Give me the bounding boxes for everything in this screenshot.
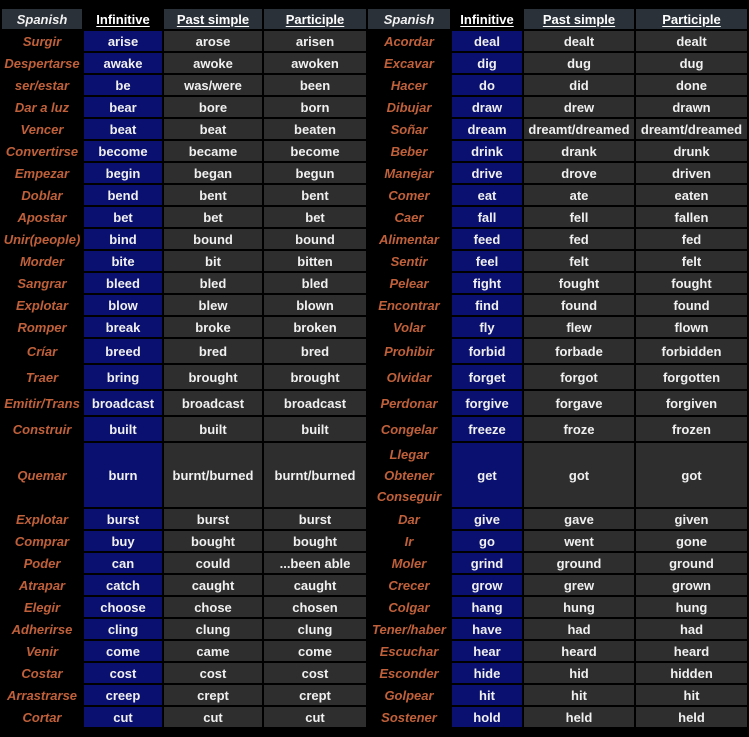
table-row	[2, 641, 747, 661]
past-simple-cell: awoke	[164, 53, 262, 73]
participle-cell: bred	[264, 339, 366, 363]
infinitive-cell: breed	[84, 339, 162, 363]
past-simple-cell: cost	[164, 663, 262, 683]
header-spanish: Spanish	[368, 9, 450, 29]
past-simple-cell: bent	[164, 185, 262, 205]
participle-cell: bet	[264, 207, 366, 227]
infinitive-cell: hold	[452, 707, 522, 727]
infinitive-cell: bring	[84, 365, 162, 389]
spanish-cell: Caer	[368, 207, 450, 227]
spanish-cell: Comer	[368, 185, 450, 205]
participle-cell: gone	[636, 531, 747, 551]
spanish-cell: Congelar	[368, 417, 450, 441]
spanish-cell: Excavar	[368, 53, 450, 73]
participle-cell: bought	[264, 531, 366, 551]
infinitive-cell: creep	[84, 685, 162, 705]
past-simple-cell: arose	[164, 31, 262, 51]
past-simple-cell: bred	[164, 339, 262, 363]
spanish-cell: Sangrar	[2, 273, 82, 293]
past-simple-cell: found	[524, 295, 634, 315]
spanish-cell: ser/estar	[2, 75, 82, 95]
infinitive-cell: bite	[84, 251, 162, 271]
participle-cell: arisen	[264, 31, 366, 51]
spanish-cell: Venir	[2, 641, 82, 661]
past-simple-cell: did	[524, 75, 634, 95]
participle-cell: bitten	[264, 251, 366, 271]
table-row	[2, 141, 747, 161]
infinitive-cell: beat	[84, 119, 162, 139]
table-row	[2, 619, 747, 639]
infinitive-cell: drink	[452, 141, 522, 161]
spanish-cell: Atrapar	[2, 575, 82, 595]
infinitive-cell: hide	[452, 663, 522, 683]
table-row	[2, 531, 747, 551]
table-row	[2, 75, 747, 95]
past-simple-cell: cut	[164, 707, 262, 727]
participle-cell: built	[264, 417, 366, 441]
infinitive-cell: forgive	[452, 391, 522, 415]
spanish-cell: Arrastrarse	[2, 685, 82, 705]
infinitive-cell: dig	[452, 53, 522, 73]
infinitive-cell: hear	[452, 641, 522, 661]
spanish-cell: Críar	[2, 339, 82, 363]
infinitive-cell: choose	[84, 597, 162, 617]
table-row	[2, 97, 747, 117]
spanish-cell: Pelear	[368, 273, 450, 293]
spanish-cell: Colgar	[368, 597, 450, 617]
infinitive-cell: deal	[452, 31, 522, 51]
spanish-cell: Romper	[2, 317, 82, 337]
participle-cell: done	[636, 75, 747, 95]
participle-cell: hidden	[636, 663, 747, 683]
past-simple-cell: drove	[524, 163, 634, 183]
table-row	[2, 317, 747, 337]
participle-cell: broadcast	[264, 391, 366, 415]
infinitive-cell: forbid	[452, 339, 522, 363]
participle-cell: born	[264, 97, 366, 117]
participle-cell: heard	[636, 641, 747, 661]
participle-cell: dreamt/dreamed	[636, 119, 747, 139]
participle-cell: awoken	[264, 53, 366, 73]
past-simple-cell: caught	[164, 575, 262, 595]
spanish-cell: Explotar	[2, 295, 82, 315]
spanish-cell: Beber	[368, 141, 450, 161]
spanish-cell: Sostener	[368, 707, 450, 727]
header-spanish: Spanish	[2, 9, 82, 29]
table-row	[2, 295, 747, 315]
participle-cell: driven	[636, 163, 747, 183]
past-simple-cell: beat	[164, 119, 262, 139]
past-simple-cell: fell	[524, 207, 634, 227]
spanish-cell: Construir	[2, 417, 82, 441]
infinitive-cell: arise	[84, 31, 162, 51]
table-row	[2, 391, 747, 415]
spanish-cell: Costar	[2, 663, 82, 683]
past-simple-cell: bore	[164, 97, 262, 117]
spanish-cell: Alimentar	[368, 229, 450, 249]
header-participle: Participle	[264, 9, 366, 29]
infinitive-cell: break	[84, 317, 162, 337]
header-past-simple: Past simple	[164, 9, 262, 29]
participle-cell: given	[636, 509, 747, 529]
participle-cell: grown	[636, 575, 747, 595]
table-row	[2, 575, 747, 595]
spanish-cell: Doblar	[2, 185, 82, 205]
spanish-cell: Adherirse	[2, 619, 82, 639]
table-row	[2, 163, 747, 183]
infinitive-cell: bet	[84, 207, 162, 227]
participle-cell: become	[264, 141, 366, 161]
past-simple-cell: broke	[164, 317, 262, 337]
participle-cell: flown	[636, 317, 747, 337]
header-row	[2, 9, 747, 29]
header-infinitive: Infinitive	[452, 9, 522, 29]
infinitive-cell: burn	[84, 443, 162, 507]
infinitive-cell: fly	[452, 317, 522, 337]
infinitive-cell: grow	[452, 575, 522, 595]
participle-cell: bled	[264, 273, 366, 293]
infinitive-cell: eat	[452, 185, 522, 205]
infinitive-cell: get	[452, 443, 522, 507]
infinitive-cell: feel	[452, 251, 522, 271]
participle-cell: clung	[264, 619, 366, 639]
infinitive-cell: burst	[84, 509, 162, 529]
past-simple-cell: could	[164, 553, 262, 573]
infinitive-cell: have	[452, 619, 522, 639]
past-simple-cell: built	[164, 417, 262, 441]
infinitive-cell: grind	[452, 553, 522, 573]
infinitive-cell: cling	[84, 619, 162, 639]
past-simple-cell: fed	[524, 229, 634, 249]
infinitive-cell: catch	[84, 575, 162, 595]
participle-cell: ground	[636, 553, 747, 573]
past-simple-cell: forbade	[524, 339, 634, 363]
infinitive-cell: cut	[84, 707, 162, 727]
participle-cell: eaten	[636, 185, 747, 205]
participle-cell: broken	[264, 317, 366, 337]
spanish-cell: Soñar	[368, 119, 450, 139]
spanish-cell: Dar a luz	[2, 97, 82, 117]
past-simple-cell: began	[164, 163, 262, 183]
infinitive-cell: blow	[84, 295, 162, 315]
infinitive-cell: feed	[452, 229, 522, 249]
infinitive-cell: draw	[452, 97, 522, 117]
spanish-cell: Volar	[368, 317, 450, 337]
participle-cell: dug	[636, 53, 747, 73]
participle-cell: forgiven	[636, 391, 747, 415]
past-simple-cell: fought	[524, 273, 634, 293]
past-simple-cell: bet	[164, 207, 262, 227]
spanish-cell: Hacer	[368, 75, 450, 95]
past-simple-cell: dreamt/dreamed	[524, 119, 634, 139]
table-row	[2, 53, 747, 73]
spanish-cell: Elegir	[2, 597, 82, 617]
past-simple-cell: bled	[164, 273, 262, 293]
past-simple-cell: hung	[524, 597, 634, 617]
infinitive-cell: find	[452, 295, 522, 315]
table-row	[2, 185, 747, 205]
past-simple-cell: dealt	[524, 31, 634, 51]
infinitive-cell: begin	[84, 163, 162, 183]
spanish-cell: Olvidar	[368, 365, 450, 389]
participle-cell: had	[636, 619, 747, 639]
infinitive-cell: can	[84, 553, 162, 573]
participle-cell: drawn	[636, 97, 747, 117]
past-simple-cell: drank	[524, 141, 634, 161]
past-simple-cell: heard	[524, 641, 634, 661]
past-simple-cell: got	[524, 443, 634, 507]
spanish-cell: Manejar	[368, 163, 450, 183]
spanish-cell: Surgir	[2, 31, 82, 51]
spanish-cell: Ir	[368, 531, 450, 551]
infinitive-cell: fight	[452, 273, 522, 293]
infinitive-cell: broadcast	[84, 391, 162, 415]
verb-table	[0, 7, 749, 729]
infinitive-cell: hit	[452, 685, 522, 705]
participle-cell: bent	[264, 185, 366, 205]
participle-cell: come	[264, 641, 366, 661]
past-simple-cell: crept	[164, 685, 262, 705]
participle-cell: felt	[636, 251, 747, 271]
past-simple-cell: forgave	[524, 391, 634, 415]
header-past-simple: Past simple	[524, 9, 634, 29]
past-simple-cell: went	[524, 531, 634, 551]
past-simple-cell: drew	[524, 97, 634, 117]
participle-cell: crept	[264, 685, 366, 705]
table-row	[2, 251, 747, 271]
infinitive-cell: forget	[452, 365, 522, 389]
participle-cell: chosen	[264, 597, 366, 617]
spanish-cell: Dar	[368, 509, 450, 529]
table-row	[2, 365, 747, 389]
participle-cell: drunk	[636, 141, 747, 161]
spanish-cell: Explotar	[2, 509, 82, 529]
table-row	[2, 509, 747, 529]
spanish-cell: Cortar	[2, 707, 82, 727]
infinitive-cell: bend	[84, 185, 162, 205]
infinitive-cell: built	[84, 417, 162, 441]
spanish-cell	[368, 443, 450, 507]
participle-cell: blown	[264, 295, 366, 315]
past-simple-cell: ground	[524, 553, 634, 573]
past-simple-cell: ate	[524, 185, 634, 205]
participle-cell: dealt	[636, 31, 747, 51]
infinitive-cell: cost	[84, 663, 162, 683]
infinitive-cell: become	[84, 141, 162, 161]
past-simple-cell: blew	[164, 295, 262, 315]
table-row	[2, 597, 747, 617]
spanish-cell: Apostar	[2, 207, 82, 227]
participle-cell: forbidden	[636, 339, 747, 363]
infinitive-cell: come	[84, 641, 162, 661]
participle-cell: cost	[264, 663, 366, 683]
infinitive-cell: be	[84, 75, 162, 95]
infinitive-cell: bind	[84, 229, 162, 249]
table-row	[2, 31, 747, 51]
table-row	[2, 685, 747, 705]
spanish-cell: Dibujar	[368, 97, 450, 117]
table-row	[2, 207, 747, 227]
spanish-cell: Empezar	[2, 163, 82, 183]
past-simple-cell: chose	[164, 597, 262, 617]
infinitive-cell: drive	[452, 163, 522, 183]
table-row	[2, 273, 747, 293]
participle-cell: hit	[636, 685, 747, 705]
spanish-cell: Tener/haber	[368, 619, 450, 639]
spanish-cell: Prohibir	[368, 339, 450, 363]
past-simple-cell: broadcast	[164, 391, 262, 415]
participle-cell: burnt/burned	[264, 443, 366, 507]
past-simple-cell: held	[524, 707, 634, 727]
table-row	[2, 119, 747, 139]
participle-cell: ...been able	[264, 553, 366, 573]
past-simple-cell: bit	[164, 251, 262, 271]
infinitive-cell: awake	[84, 53, 162, 73]
infinitive-cell: bear	[84, 97, 162, 117]
table-row	[2, 707, 747, 727]
participle-cell: hung	[636, 597, 747, 617]
spanish-cell: Despertarse	[2, 53, 82, 73]
past-simple-cell: bought	[164, 531, 262, 551]
past-simple-cell: hid	[524, 663, 634, 683]
spanish-cell: Traer	[2, 365, 82, 389]
past-simple-cell: burnt/burned	[164, 443, 262, 507]
past-simple-cell: burst	[164, 509, 262, 529]
participle-cell: been	[264, 75, 366, 95]
spanish-cell: Sentir	[368, 251, 450, 271]
past-simple-cell: clung	[164, 619, 262, 639]
participle-cell: held	[636, 707, 747, 727]
spanish-cell: Convertirse	[2, 141, 82, 161]
spanish-cell: Moler	[368, 553, 450, 573]
table-row	[2, 663, 747, 683]
spanish-label: Llegar	[389, 446, 429, 462]
participle-cell: fed	[636, 229, 747, 249]
table-row	[2, 417, 747, 441]
infinitive-cell: dream	[452, 119, 522, 139]
past-simple-cell: had	[524, 619, 634, 639]
participle-cell: bound	[264, 229, 366, 249]
past-simple-cell: flew	[524, 317, 634, 337]
past-simple-cell: dug	[524, 53, 634, 73]
table-row	[2, 229, 747, 249]
infinitive-cell: buy	[84, 531, 162, 551]
spanish-cell: Escuchar	[368, 641, 450, 661]
table-row	[2, 443, 747, 507]
spanish-cell: Esconder	[368, 663, 450, 683]
past-simple-cell: froze	[524, 417, 634, 441]
spanish-cell: Comprar	[2, 531, 82, 551]
participle-cell: fallen	[636, 207, 747, 227]
participle-cell: fought	[636, 273, 747, 293]
participle-cell: caught	[264, 575, 366, 595]
infinitive-cell: freeze	[452, 417, 522, 441]
participle-cell: brought	[264, 365, 366, 389]
participle-cell: cut	[264, 707, 366, 727]
infinitive-cell: fall	[452, 207, 522, 227]
table-row	[2, 339, 747, 363]
infinitive-cell: do	[452, 75, 522, 95]
past-simple-cell: felt	[524, 251, 634, 271]
infinitive-cell: hang	[452, 597, 522, 617]
spanish-cell: Golpear	[368, 685, 450, 705]
spanish-cell: Encontrar	[368, 295, 450, 315]
spanish-cell: Emitir/Trans	[2, 391, 82, 415]
participle-cell: burst	[264, 509, 366, 529]
infinitive-cell: bleed	[84, 273, 162, 293]
participle-cell: forgotten	[636, 365, 747, 389]
past-simple-cell: became	[164, 141, 262, 161]
past-simple-cell: was/were	[164, 75, 262, 95]
participle-cell: found	[636, 295, 747, 315]
spanish-cell: Perdonar	[368, 391, 450, 415]
spanish-cell: Acordar	[368, 31, 450, 51]
spanish-cell: Quemar	[2, 443, 82, 507]
header-infinitive: Infinitive	[84, 9, 162, 29]
spanish-cell: Poder	[2, 553, 82, 573]
past-simple-cell: hit	[524, 685, 634, 705]
past-simple-cell: brought	[164, 365, 262, 389]
past-simple-cell: gave	[524, 509, 634, 529]
header-participle: Participle	[636, 9, 747, 29]
table-row	[2, 553, 747, 573]
spanish-cell: Crecer	[368, 575, 450, 595]
participle-cell: begun	[264, 163, 366, 183]
past-simple-cell: came	[164, 641, 262, 661]
spanish-label: Conseguir	[376, 488, 442, 504]
participle-cell: got	[636, 443, 747, 507]
spanish-cell: Morder	[2, 251, 82, 271]
past-simple-cell: forgot	[524, 365, 634, 389]
infinitive-cell: give	[452, 509, 522, 529]
past-simple-cell: grew	[524, 575, 634, 595]
infinitive-cell: go	[452, 531, 522, 551]
past-simple-cell: bound	[164, 229, 262, 249]
participle-cell: beaten	[264, 119, 366, 139]
spanish-cell: Vencer	[2, 119, 82, 139]
spanish-label: Obtener	[384, 467, 434, 483]
spanish-cell: Unir(people)	[2, 229, 82, 249]
participle-cell: frozen	[636, 417, 747, 441]
